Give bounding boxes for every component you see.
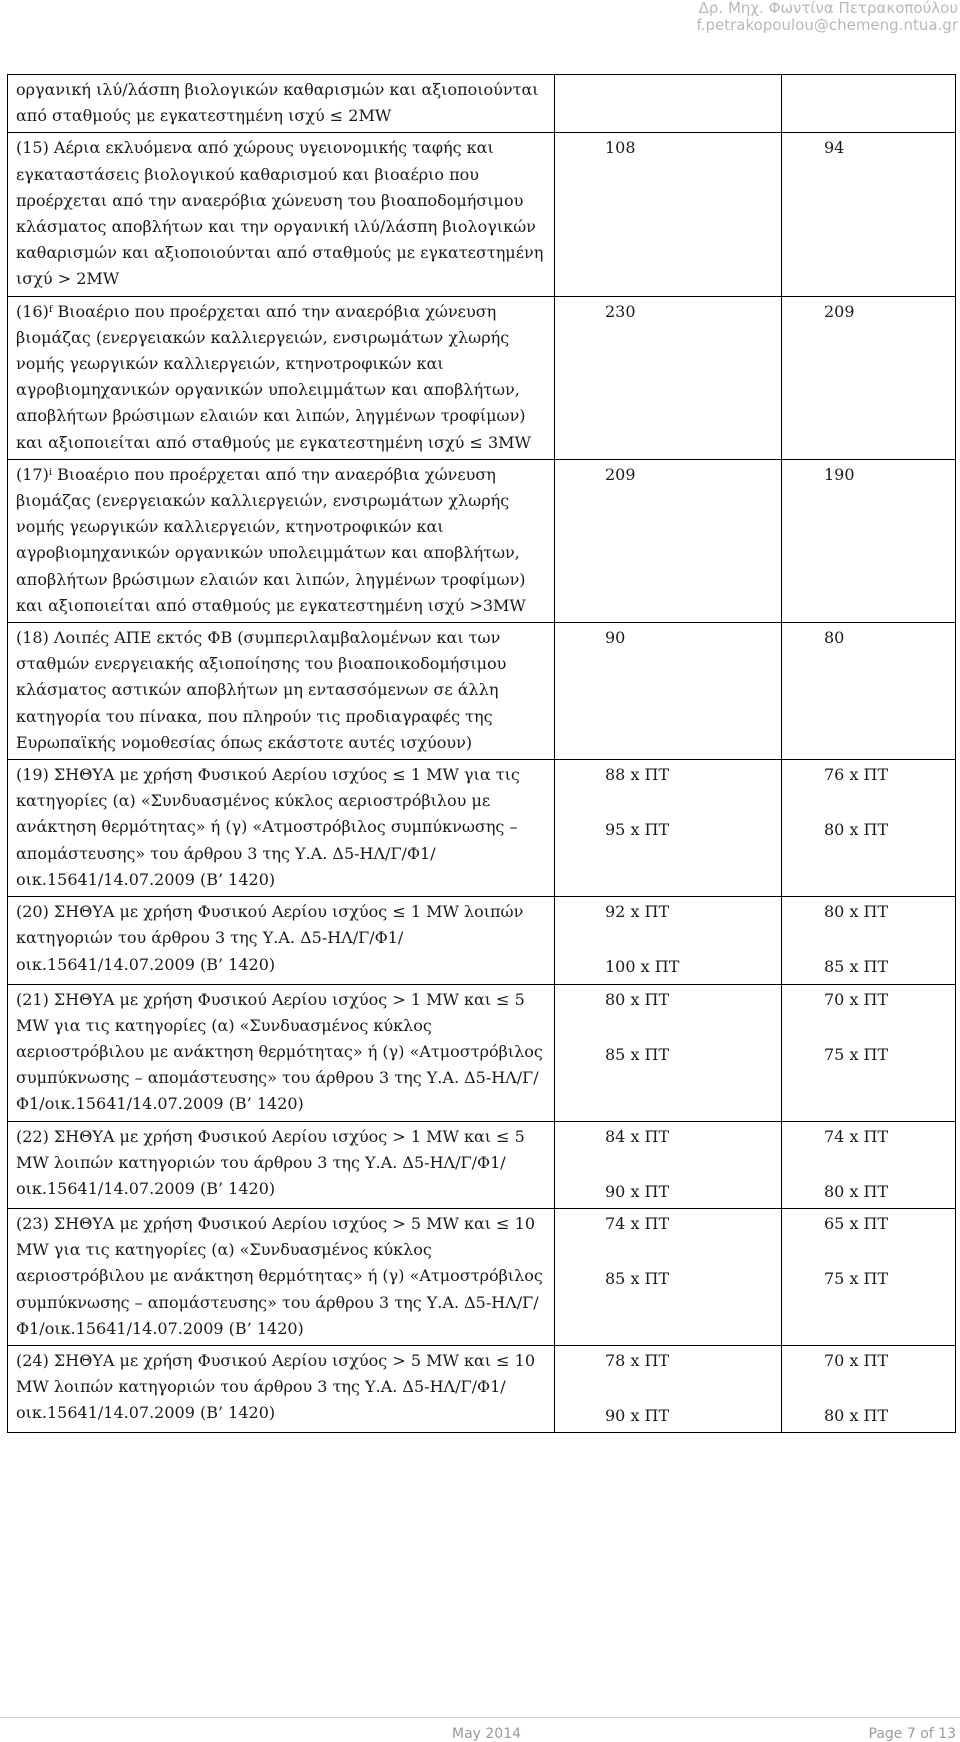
category-description: οργανική ιλύ/λάσπη βιολογικών καθαρισμών και αξιοποιούνται από σταθμούς με εγκατεστημένη ισχύ ≤ 2MW (8, 75, 555, 133)
tariff-value: 80 x ΠΤ (605, 989, 670, 1009)
tariff-value: 95 x ΠΤ (605, 820, 670, 840)
table-row (8, 760, 956, 897)
table-row (8, 897, 956, 984)
tariff-value: 74 x ΠΤ (824, 1126, 889, 1146)
category-description: (22) ΣΗΘΥΑ με χρήση Φυσικού Αερίου ισχύος > 1 MW και ≤ 5 MW λοιπών κατηγοριών του άρθρου 3 της Υ.Α. Δ5-ΗΛ/Γ/Φ1/οικ.15641/14.07.2009 (Β’ 1420) (8, 1121, 555, 1208)
tariff-value: 108 (605, 138, 636, 158)
tariff-value: 70 x ΠΤ (824, 989, 889, 1009)
tariff-value: 100 x ΠΤ (605, 957, 680, 977)
header-author: Δρ. Μηχ. Φωντίνα Πετρακοπούλου (698, 0, 958, 17)
footer-date: May 2014 (452, 1726, 522, 1742)
tariff-column-1 (555, 1345, 782, 1432)
tariff-value: 190 (824, 464, 855, 484)
tariff-column-1 (555, 623, 782, 760)
tariff-column-1 (555, 75, 782, 133)
tariff-value: 230 (605, 301, 636, 321)
category-description: (15) Αέρια εκλυόμενα από χώρους υγειονομικής ταφής και εγκαταστάσεις βιολογικού καθαρισμού και βιοαέριο που προέρχεται από την αναερόβια χώνευση του βιοαποδομήσιμου κλάσματος αποβλήτων και την οργανική ιλύ/λάσπη βιολογικών καθαρισμών και αξιοποιούνται από σταθμούς με εγκατεστημένη ισχύ > 2MW (8, 133, 555, 296)
tariff-column-1 (555, 459, 782, 622)
tariff-column-1 (555, 296, 782, 459)
page-footer (0, 1717, 960, 1740)
tariff-column-2 (782, 1208, 956, 1345)
tariff-value: 80 x ΠΤ (824, 820, 889, 840)
tariff-table-body (8, 75, 956, 1433)
tariff-value: 92 x ΠΤ (605, 902, 670, 922)
tariff-value: 70 x ΠΤ (824, 1350, 889, 1370)
table-row (8, 1345, 956, 1432)
tariff-column-2 (782, 897, 956, 984)
tariff-column-1 (555, 897, 782, 984)
category-description: (21) ΣΗΘΥΑ με χρήση Φυσικού Αερίου ισχύος > 1 MW και ≤ 5 MW για τις κατηγορίες (α) «Συνδυασμένος κύκλος αεριοστρόβιλου με ανάκτηση θερμότητας» ή (γ) «Ατμοστρόβιλος συμπύκνωσης – απομάστευσης» του άρθρου 3 της Υ.Α. Δ5-ΗΛ/Γ/Φ1/οικ.15641/14.07.2009 (Β’ 1420) (8, 984, 555, 1121)
tariff-column-2 (782, 623, 956, 760)
category-description: (19) ΣΗΘΥΑ με χρήση Φυσικού Αερίου ισχύος ≤ 1 MW για τις κατηγορίες (α) «Συνδυασμένος κύκλος αεριοστρόβιλου με ανάκτηση θερμότητας» ή (γ) «Ατμοστρόβιλος συμπύκνωσης – απομάστευσης» του άρθρου 3 της Υ.Α. Δ5-ΗΛ/Γ/Φ1/οικ.15641/14.07.2009 (Β’ 1420) (8, 760, 555, 897)
tariff-value: 84 x ΠΤ (605, 1126, 670, 1146)
table-row (8, 984, 956, 1121)
tariff-column-1 (555, 1208, 782, 1345)
tariff-value: 88 x ΠΤ (605, 765, 670, 785)
tariff-column-1 (555, 1121, 782, 1208)
tariff-value: 80 (824, 628, 845, 648)
table-row (8, 459, 956, 622)
category-description: (23) ΣΗΘΥΑ με χρήση Φυσικού Αερίου ισχύος > 5 MW και ≤ 10 MW για τις κατηγορίες (α) «Συνδυασμένος κύκλος αεριοστρόβιλου με ανάκτηση θερμότητας» ή (γ) «Ατμοστρόβιλος συμπύκνωσης – απομάστευσης» του άρθρου 3 της Υ.Α. Δ5-ΗΛ/Γ/Φ1/οικ.15641/14.07.2009 (Β’ 1420) (8, 1208, 555, 1345)
tariff-value: 80 x ΠΤ (824, 1181, 889, 1201)
category-description: (20) ΣΗΘΥΑ με χρήση Φυσικού Αερίου ισχύος ≤ 1 MW λοιπών κατηγοριών του άρθρου 3 της Υ.Α. Δ5-ΗΛ/Γ/Φ1/οικ.15641/14.07.2009 (Β’ 1420) (8, 897, 555, 984)
table-row (8, 133, 956, 296)
category-description: (17)ⁱ Βιοαέριο που προέρχεται από την αναερόβια χώνευση βιομάζας (ενεργειακών καλλιεργειών, ενσιρωμάτων χλωρής νομής γεωργικών καλλιεργειών, κτηνοτροφικών και αγροβιομηχανικών οργανικών υπολειμμάτων και αποβλήτων, αποβλήτων βρώσιμων ελαιών και λιπών, ληγμένων τροφίμων) και αξιοποιείται από σταθμούς με εγκατεστημένη ισχύ >3MW (8, 459, 555, 622)
tariff-value: 85 x ΠΤ (605, 1044, 670, 1064)
tariff-column-2 (782, 296, 956, 459)
tariff-value: 90 (605, 628, 626, 648)
tariff-value: 209 (824, 301, 855, 321)
category-description: (24) ΣΗΘΥΑ με χρήση Φυσικού Αερίου ισχύος > 5 MW και ≤ 10 MW λοιπών κατηγοριών του άρθρου 3 της Υ.Α. Δ5-ΗΛ/Γ/Φ1/οικ.15641/14.07.2009 (Β’ 1420) (8, 1345, 555, 1432)
tariff-column-2 (782, 1345, 956, 1432)
category-description: (16)ᶠ Βιοαέριο που προέρχεται από την αναερόβια χώνευση βιομάζας (ενεργειακών καλλιεργειών, ενσιρωμάτων χλωρής νομής γεωργικών καλλιεργειών, κτηνοτροφικών και αγροβιομηχανικών οργανικών υπολειμμάτων και αποβλήτων, αποβλήτων βρώσιμων ελαιών και λιπών, ληγμένων τροφίμων) και αξιοποιείται από σταθμούς με εγκατεστημένη ισχύ ≤ 3MW (8, 296, 555, 459)
tariff-column-1 (555, 133, 782, 296)
table-row (8, 1121, 956, 1208)
tariff-value: 209 (605, 464, 636, 484)
table-row (8, 623, 956, 760)
tariff-value: 75 x ΠΤ (824, 1044, 889, 1064)
tariff-value: 65 x ΠΤ (824, 1213, 889, 1233)
tariff-column-1 (555, 984, 782, 1121)
tariff-value: 75 x ΠΤ (824, 1269, 889, 1289)
tariff-column-2 (782, 459, 956, 622)
page-header (697, 0, 959, 34)
tariff-value: 85 x ΠΤ (824, 957, 889, 977)
tariff-value: 80 x ΠΤ (824, 902, 889, 922)
tariff-value: 80 x ΠΤ (824, 1406, 889, 1426)
footer-page-number: Page 7 of 13 (868, 1726, 956, 1742)
tariff-column-2 (782, 984, 956, 1121)
tariff-value: 90 x ΠΤ (605, 1406, 670, 1426)
tariff-value: 94 (824, 138, 845, 158)
table-row (8, 1208, 956, 1345)
tariff-value: 78 x ΠΤ (605, 1350, 670, 1370)
tariff-value: 76 x ΠΤ (824, 765, 889, 785)
table-row (8, 296, 956, 459)
tariff-value: 85 x ΠΤ (605, 1269, 670, 1289)
tariff-table (7, 74, 956, 1433)
tariff-value: 74 x ΠΤ (605, 1213, 670, 1233)
tariff-column-2 (782, 760, 956, 897)
tariff-column-2 (782, 133, 956, 296)
category-description: (18) Λοιπές ΑΠΕ εκτός ΦΒ (συμπεριλαμβαλομένων και των σταθμών ενεργειακής αξιοποίησης του βιοαποικοδομήσιμου κλάσματος αστικών αποβλήτων μη εντασσόμενων σε άλλη κατηγορία του πίνακα, που πληρούν τις προδιαγραφές της Ευρωπαϊκής νομοθεσίας όπως εκάστοτε αυτές ισχύουν) (8, 623, 555, 760)
tariff-value: 90 x ΠΤ (605, 1181, 670, 1201)
tariff-column-2 (782, 75, 956, 133)
tariff-column-1 (555, 760, 782, 897)
tariff-column-2 (782, 1121, 956, 1208)
table-row (8, 75, 956, 133)
header-email: f.petrakopoulou@chemeng.ntua.gr (696, 16, 958, 34)
